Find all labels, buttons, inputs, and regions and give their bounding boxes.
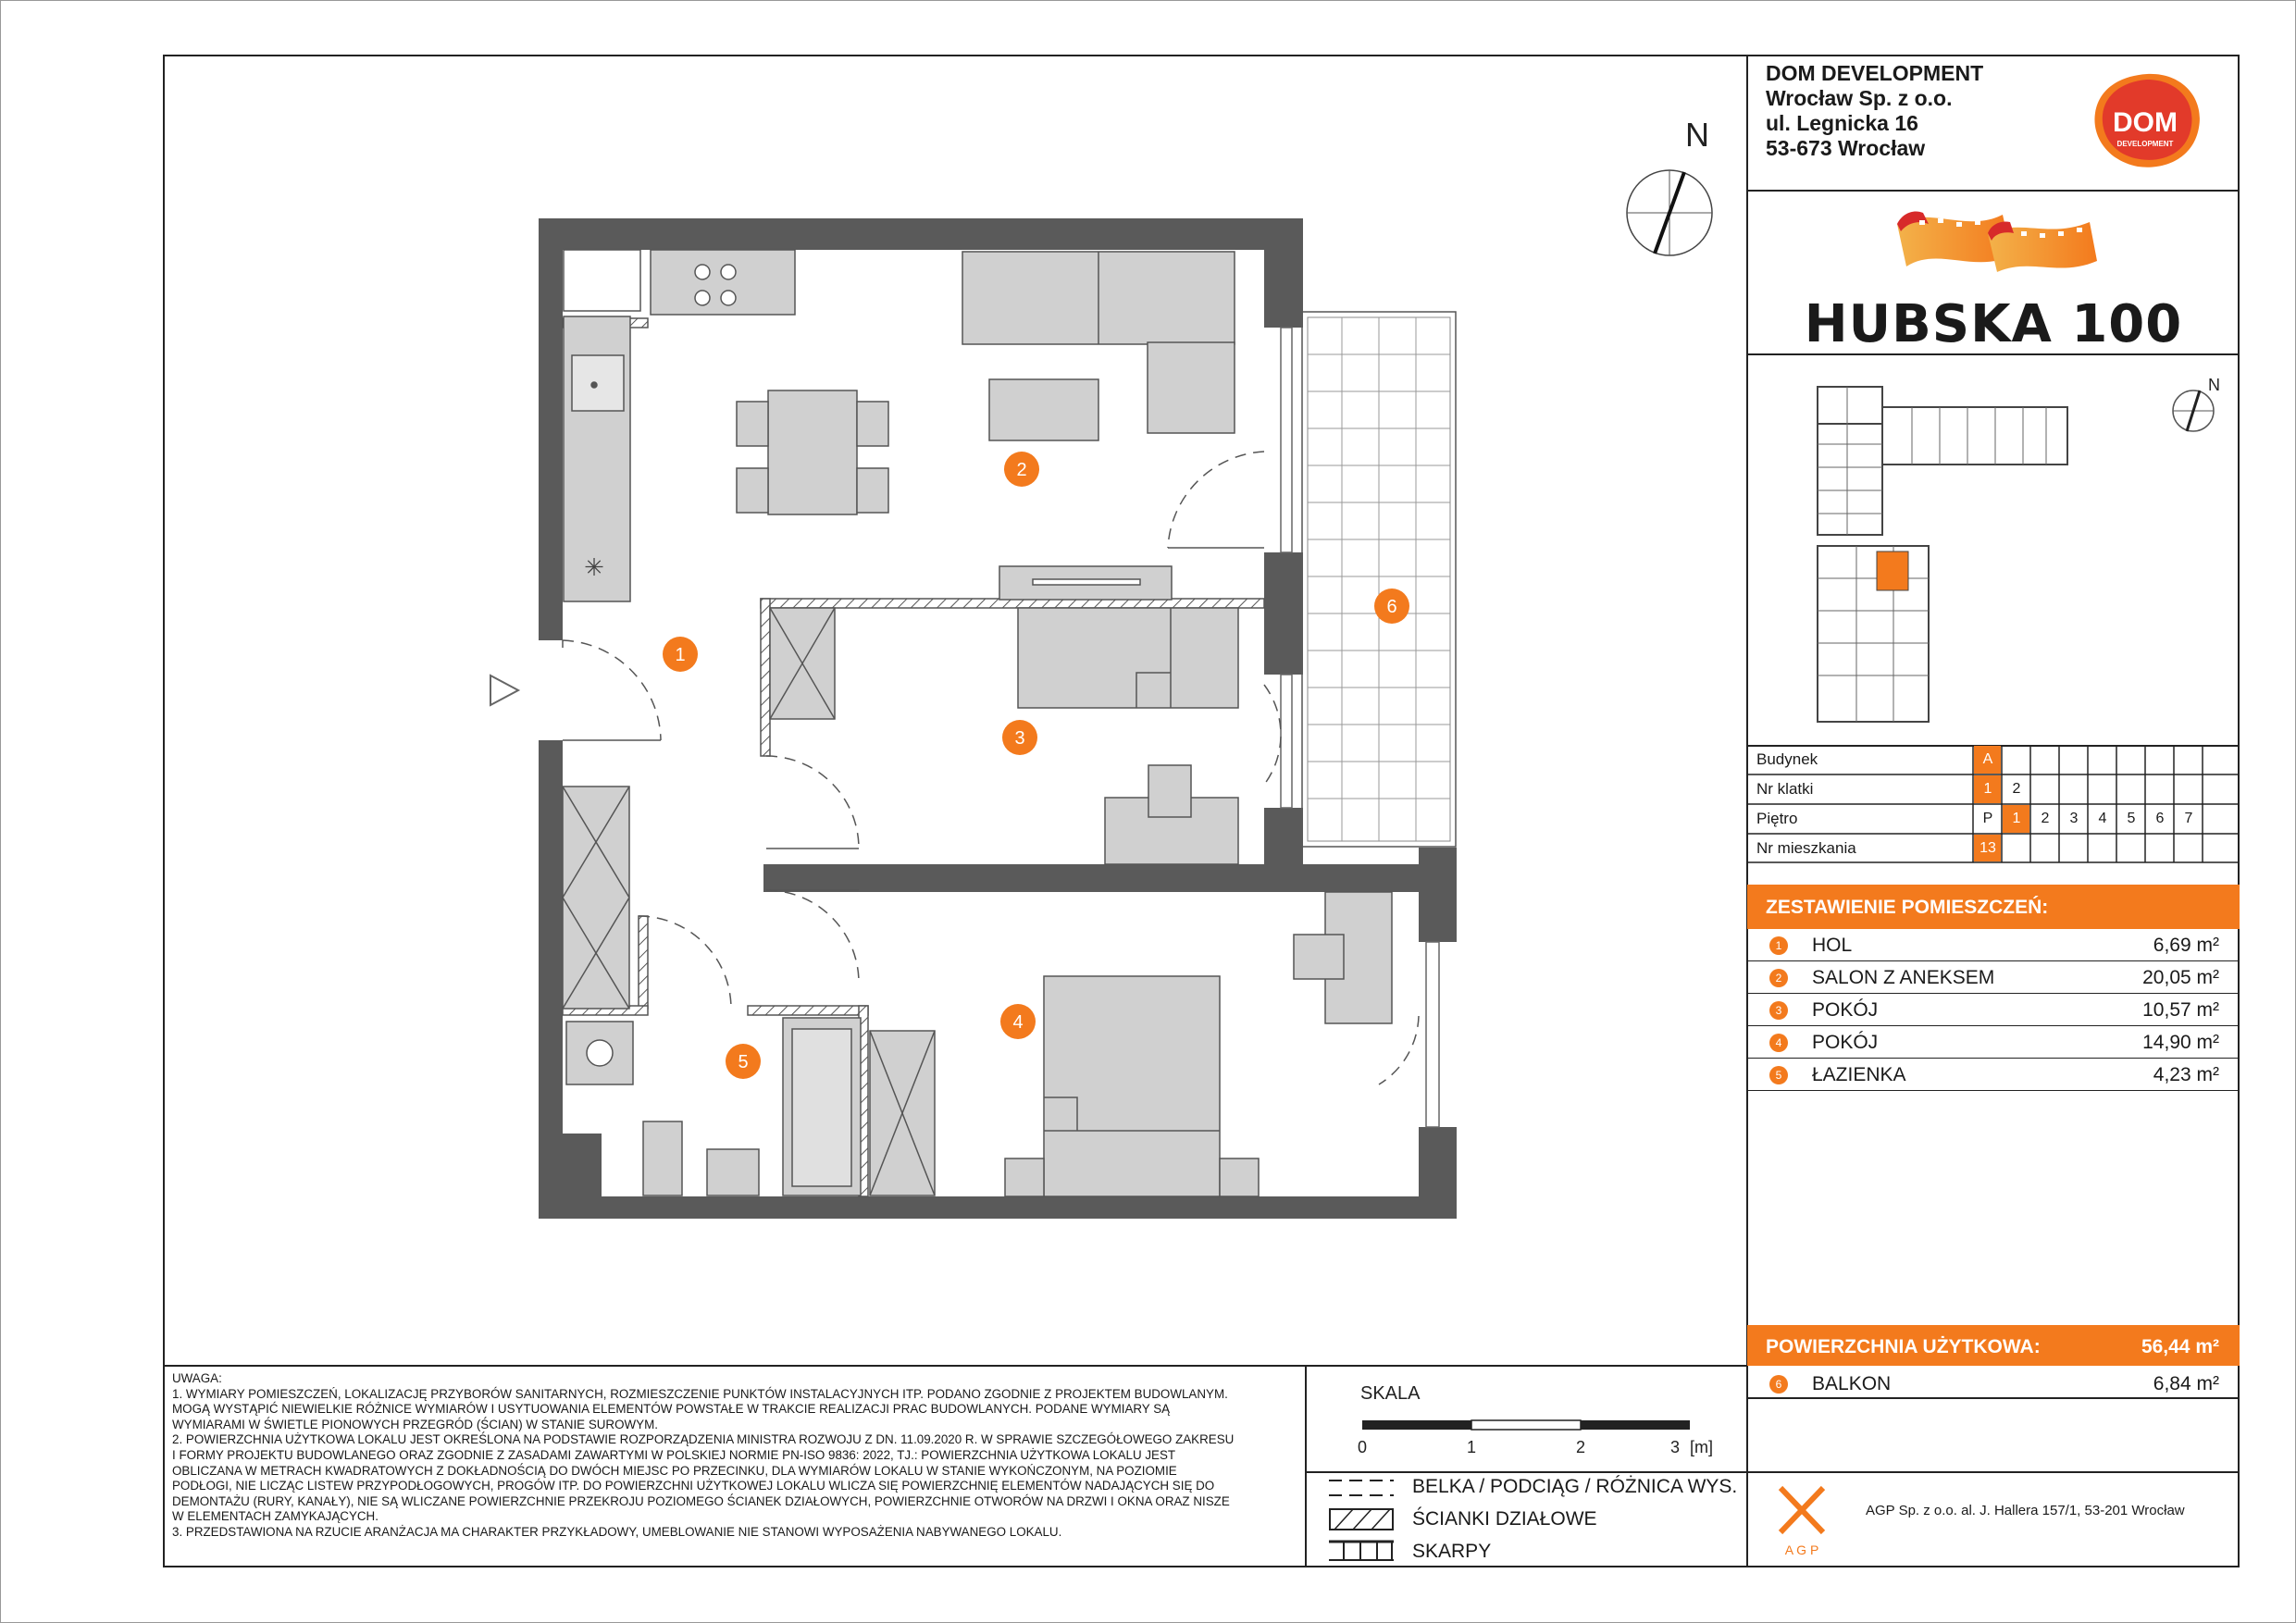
floor-value-7: 7 — [2184, 811, 2193, 826]
svg-text:4: 4 — [1012, 1012, 1024, 1033]
svg-text:3: 3 — [1014, 728, 1025, 749]
building-label: Budynek — [1756, 750, 1818, 768]
svg-text:2: 2 — [1575, 1438, 1586, 1456]
svg-text:0: 0 — [1357, 1438, 1368, 1456]
svg-text:1: 1 — [675, 645, 686, 665]
entrance-arrow-icon — [490, 675, 518, 705]
project-title: HUBSKA 100 — [1804, 294, 2183, 354]
building-value: A — [1982, 751, 1993, 767]
room-number-badge: 4 — [1769, 1034, 1788, 1052]
usable-area-value: 56,44 m² — [2141, 1336, 2219, 1357]
staircase-label: Nr klatki — [1756, 780, 1814, 798]
floor-value-4: 4 — [2098, 811, 2107, 826]
room-name: ŁAZIENKA — [1812, 1064, 1906, 1085]
room-markers — [663, 452, 1409, 1079]
floor-value-3: 3 — [2069, 811, 2079, 826]
bedroom-4-furniture — [1005, 892, 1392, 1196]
balcony — [1302, 312, 1456, 847]
room-number-badge: 2 — [1769, 969, 1788, 987]
note-line: WYMIARAMI W ŚWIETLE PIONOWYCH PRZEGRÓD (ŚCIAN) W STANIE SUROWYM. — [172, 1417, 658, 1431]
note-line: I FORMY PROJEKTU BUDOWLANEGO ORAZ ZGODNIE Z ZASADAMI ZAWARTYMI W POLSKIEJ NORMIE PN-ISO 9836: 2022, TJ.: POWIERZCHNIA UŻYTKOWA LOKALU JEST — [172, 1447, 1176, 1462]
bathroom-fixtures — [563, 787, 935, 1196]
legend-partition-label: ŚCIANKI DZIAŁOWE — [1412, 1508, 1597, 1530]
agp-address: AGP Sp. z o.o. al. J. Hallera 157/1, 53-201 Wrocław — [1866, 1503, 2185, 1518]
note-line: 2. POWIERZCHNIA UŻYTKOWA LOKALU JEST OKREŚLONA NA PODSTAWIE ROZPORZĄDZENIA MINISTRA ROZWOJU Z DN. 11.09.2020 R. W SPRAWIE SZCZEGÓŁOWEGO ZAKRESU — [172, 1432, 1235, 1447]
svg-text:2: 2 — [1016, 460, 1027, 480]
room-area: 6,69 m² — [2153, 935, 2219, 956]
room-area: 4,23 m² — [2153, 1064, 2219, 1085]
svg-text:A G P: A G P — [1784, 1542, 1819, 1557]
rooms-summary-title: ZESTAWIENIE POMIESZCZEŃ: — [1747, 885, 2240, 929]
room-area: 10,57 m² — [2142, 999, 2219, 1021]
svg-text:[m]: [m] — [1690, 1438, 1713, 1456]
room-area: 14,90 m² — [2142, 1032, 2219, 1053]
svg-text:SKALA: SKALA — [1360, 1383, 1421, 1404]
room-area: 20,05 m² — [2142, 967, 2219, 988]
room-name: POKÓJ — [1812, 1032, 1879, 1053]
svg-text:✳: ✳ — [584, 553, 604, 581]
note-line: MOGĄ WYSTĄPIĆ NIEWIELKIE RÓŻNICE WYMIARÓW I USYTUOWANIA ELEMENTÓW POWSTAŁE W TRAKCIE REALIZACJI PRAC BUDOWLANYCH. PODANE WYMIARY SĄ — [172, 1402, 1171, 1417]
svg-text:DEVELOPMENT: DEVELOPMENT — [2116, 140, 2174, 148]
svg-text:N: N — [2208, 376, 2220, 394]
room-name: SALON Z ANEKSEM — [1812, 967, 1995, 988]
legend-beam-label: BELKA / PODCIĄG / RÓŻNICA WYS. — [1412, 1476, 1738, 1497]
company-name: DOM DEVELOPMENT — [1766, 61, 1984, 85]
note-line: 1. WYMIARY POMIESZCZEŃ, LOKALIZACJĘ PRZYBORÓW SANITARNYCH, ROZMIESZCZENIE PUNKTÓW INSTALACYJNYCH ITP. PODANO ZGODNIE Z PROJEKTEM BUDOWLANYM. — [172, 1386, 1228, 1401]
note-line: UWAGA: — [172, 1371, 222, 1385]
floor-value-1: 1 — [2012, 811, 2021, 826]
svg-text:5: 5 — [738, 1052, 749, 1072]
staircase-value-1: 1 — [1983, 781, 1992, 797]
floor-value-5: 5 — [2127, 811, 2136, 826]
legend-sill-label: SKARPY — [1412, 1541, 1492, 1562]
svg-text:6: 6 — [1386, 597, 1397, 617]
apartment-number-value: 13 — [1980, 840, 1996, 856]
note-line: OBLICZANA W METRACH KWADRATOWYCH Z DOKŁADNOŚCIĄ DO DWÓCH MIEJSC PO PRZECINKU, DLA WYMIARÓW LOKALU W STANIE WYKOŃCZONYM, NA POZIOMIE — [172, 1463, 1177, 1478]
room-number-badge: 6 — [1769, 1375, 1788, 1394]
floor-value-2: 2 — [2041, 811, 2050, 826]
note-line: 3. PRZEDSTAWIONA NA RZUCIE ARANŻACJA MA CHARAKTER PRZYKŁADOWY, UMEBLOWANIE NIE STANOWI WYPOSAŻENIA NABYWANEGO LOKALU. — [172, 1524, 1062, 1539]
svg-text:1: 1 — [1466, 1438, 1477, 1456]
note-line: DEMONTAŻU (RURY, KANAŁY), NIE SĄ WLICZANE POWIERZCHNIE PRZEKROJU POZIOMEGO ŚCIANEK DZIAŁOWYCH, POWIERZCHNIE OTWORÓW NA DRZWI I OKNA ORAZ NISZE — [172, 1493, 1230, 1508]
note-line: PODŁOGI, NIE LICZĄC LISTEW PRZYPODŁOGOWYCH, PROGÓW ITP. DO POWIERZCHNI UŻYTKOWEJ LOKALU WLICZA SIĘ POWIERZCHNIĘ ELEMENTÓW NADAJĄCYCH SIĘ DO — [172, 1479, 1215, 1493]
room-name: BALKON — [1812, 1373, 1892, 1394]
room-name: POKÓJ — [1812, 999, 1879, 1021]
living-room-furniture — [737, 252, 1235, 600]
company-line2: Wrocław Sp. z o.o. — [1766, 86, 1953, 110]
svg-text:N: N — [1685, 116, 1709, 154]
usable-area-label: POWIERZCHNIA UŻYTKOWA: — [1766, 1336, 2041, 1357]
note-line: W ELEMENTACH ZAMYKAJĄCYCH. — [172, 1509, 379, 1524]
svg-text:3: 3 — [1669, 1438, 1681, 1456]
room-name: HOL — [1812, 935, 1853, 956]
svg-text:DOM: DOM — [2113, 107, 2178, 138]
company-city: 53-673 Wrocław — [1766, 136, 1926, 160]
company-street: ul. Legnicka 16 — [1766, 111, 1918, 135]
floor-value-p: P — [1982, 811, 1993, 826]
floor-value-6: 6 — [2155, 811, 2165, 826]
floor-label: Piętro — [1756, 810, 1798, 827]
staircase-value-2: 2 — [2012, 781, 2021, 797]
apartment-number-label: Nr mieszkania — [1756, 839, 1856, 857]
room-number-badge: 3 — [1769, 1001, 1788, 1020]
room-number-badge: 1 — [1769, 936, 1788, 955]
room-area: 6,84 m² — [2153, 1373, 2219, 1394]
room-number-badge: 5 — [1769, 1066, 1788, 1084]
